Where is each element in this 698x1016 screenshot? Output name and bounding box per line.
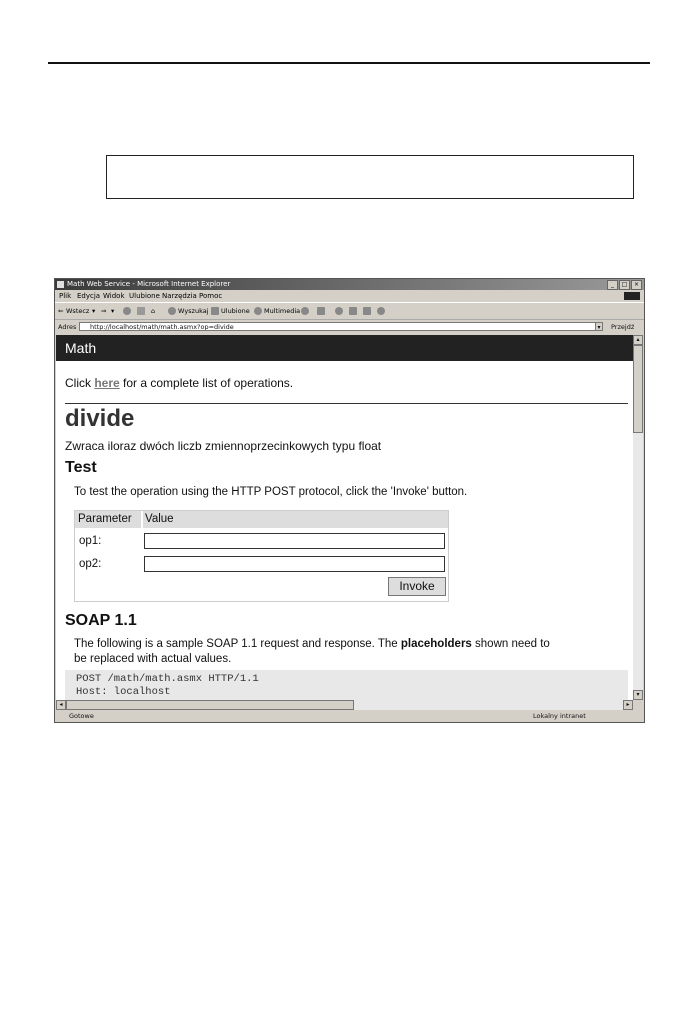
scroll-down-icon[interactable]: ▾ <box>633 690 643 700</box>
param-op2-label: op2: <box>79 558 102 570</box>
address-bar <box>55 319 644 334</box>
operation-title: divide <box>65 405 135 432</box>
back-arrow-icon[interactable]: ⇐ <box>58 307 64 315</box>
security-zone: Lokalny intranet <box>533 712 586 720</box>
menu-file[interactable]: Plik <box>59 292 72 300</box>
horizontal-scrollbar[interactable] <box>56 700 633 710</box>
menu-help[interactable]: Pomoc <box>199 292 223 300</box>
print-icon[interactable] <box>335 307 343 315</box>
scroll-left-icon[interactable]: ◂ <box>56 700 66 710</box>
forward-dropdown-icon[interactable]: ▾ <box>111 307 115 315</box>
soap-description-line2: be replaced with actual values. <box>74 653 232 665</box>
empty-frame-box <box>106 155 634 199</box>
vertical-scroll-thumb[interactable] <box>633 345 643 433</box>
favorites-button[interactable]: Ulubione <box>221 307 250 315</box>
stop-icon[interactable] <box>123 307 131 315</box>
browser-window <box>54 278 645 723</box>
column-header-value: Value <box>145 513 174 525</box>
menu-tools[interactable]: Narzędzia <box>162 292 197 300</box>
back-button[interactable]: Wstecz <box>66 307 90 315</box>
op1-input[interactable] <box>144 533 445 549</box>
soap-description-line1 <box>74 638 550 650</box>
service-banner: Math <box>56 335 633 361</box>
column-header-parameter: Parameter <box>78 513 132 525</box>
windows-logo-icon <box>624 292 640 300</box>
intro-line <box>65 376 293 390</box>
title-bar <box>55 279 644 290</box>
ie-app-icon <box>57 281 64 288</box>
vertical-scrollbar[interactable] <box>633 335 643 700</box>
window-title: Math Web Service - Microsoft Internet Explorer <box>67 280 231 288</box>
menu-view[interactable]: Widok <box>103 292 125 300</box>
maximize-button[interactable]: □ <box>619 280 630 290</box>
operations-link[interactable]: here <box>94 376 120 390</box>
intro-text-post: for a complete list of operations. <box>119 376 294 390</box>
soap-heading: SOAP 1.1 <box>65 612 137 629</box>
scroll-up-icon[interactable]: ▴ <box>633 335 643 345</box>
soap-code-block <box>65 670 628 700</box>
horizontal-scroll-thumb[interactable] <box>66 700 354 710</box>
address-dropdown-icon[interactable]: ▾ <box>595 322 603 331</box>
search-icon[interactable] <box>168 307 176 315</box>
parameter-table <box>74 510 449 602</box>
toolbar <box>55 302 644 319</box>
close-button[interactable]: × <box>631 280 642 290</box>
scroll-right-icon[interactable]: ▸ <box>623 700 633 710</box>
go-button[interactable]: Przejdź <box>611 323 635 331</box>
operation-description: Zwraca iloraz dwóch liczb zmiennoprzecinkowych typu float <box>65 439 382 453</box>
table-header <box>75 511 448 528</box>
status-bar <box>55 711 644 722</box>
page-content <box>56 335 633 700</box>
soap-text-c: shown need to <box>471 638 550 650</box>
address-input[interactable]: http://localhost/math/math.asmx?op=divide <box>79 322 601 331</box>
edit-icon[interactable] <box>349 307 357 315</box>
home-icon[interactable]: ⌂ <box>151 307 156 315</box>
status-text: Gotowe <box>69 712 94 720</box>
messenger-icon[interactable] <box>377 307 385 315</box>
forward-button[interactable]: ⇒ <box>101 307 107 315</box>
minimize-button[interactable]: _ <box>607 280 618 290</box>
op2-input[interactable] <box>144 556 445 572</box>
soap-text-a: The following is a sample SOAP 1.1 request and response. The <box>74 638 401 650</box>
menu-edit[interactable]: Edycja <box>77 292 101 300</box>
media-icon[interactable] <box>254 307 262 315</box>
test-instructions: To test the operation using the HTTP POST protocol, click the 'Invoke' button. <box>74 486 468 498</box>
search-button[interactable]: Wyszukaj <box>178 307 209 315</box>
discuss-icon[interactable] <box>363 307 371 315</box>
address-label: Adres <box>58 323 77 331</box>
invoke-button[interactable]: Invoke <box>388 577 446 596</box>
param-op1-label: op1: <box>79 535 102 547</box>
media-button[interactable]: Multimedia <box>264 307 301 315</box>
mail-icon[interactable] <box>317 307 325 315</box>
menu-bar <box>55 291 644 301</box>
refresh-icon[interactable] <box>137 307 145 315</box>
section-divider <box>65 403 628 404</box>
code-line-1: POST /math/math.asmx HTTP/1.1 <box>76 673 259 685</box>
history-icon[interactable] <box>301 307 309 315</box>
test-heading: Test <box>65 459 97 476</box>
back-dropdown-icon[interactable]: ▾ <box>92 307 96 315</box>
favorites-icon[interactable] <box>211 307 219 315</box>
soap-text-placeholders: placeholders <box>400 638 472 650</box>
page-top-rule <box>48 62 650 64</box>
code-line-2: Host: localhost <box>76 686 171 698</box>
intro-text-pre: Click <box>65 376 95 390</box>
menu-favorites[interactable]: Ulubione <box>129 292 160 300</box>
